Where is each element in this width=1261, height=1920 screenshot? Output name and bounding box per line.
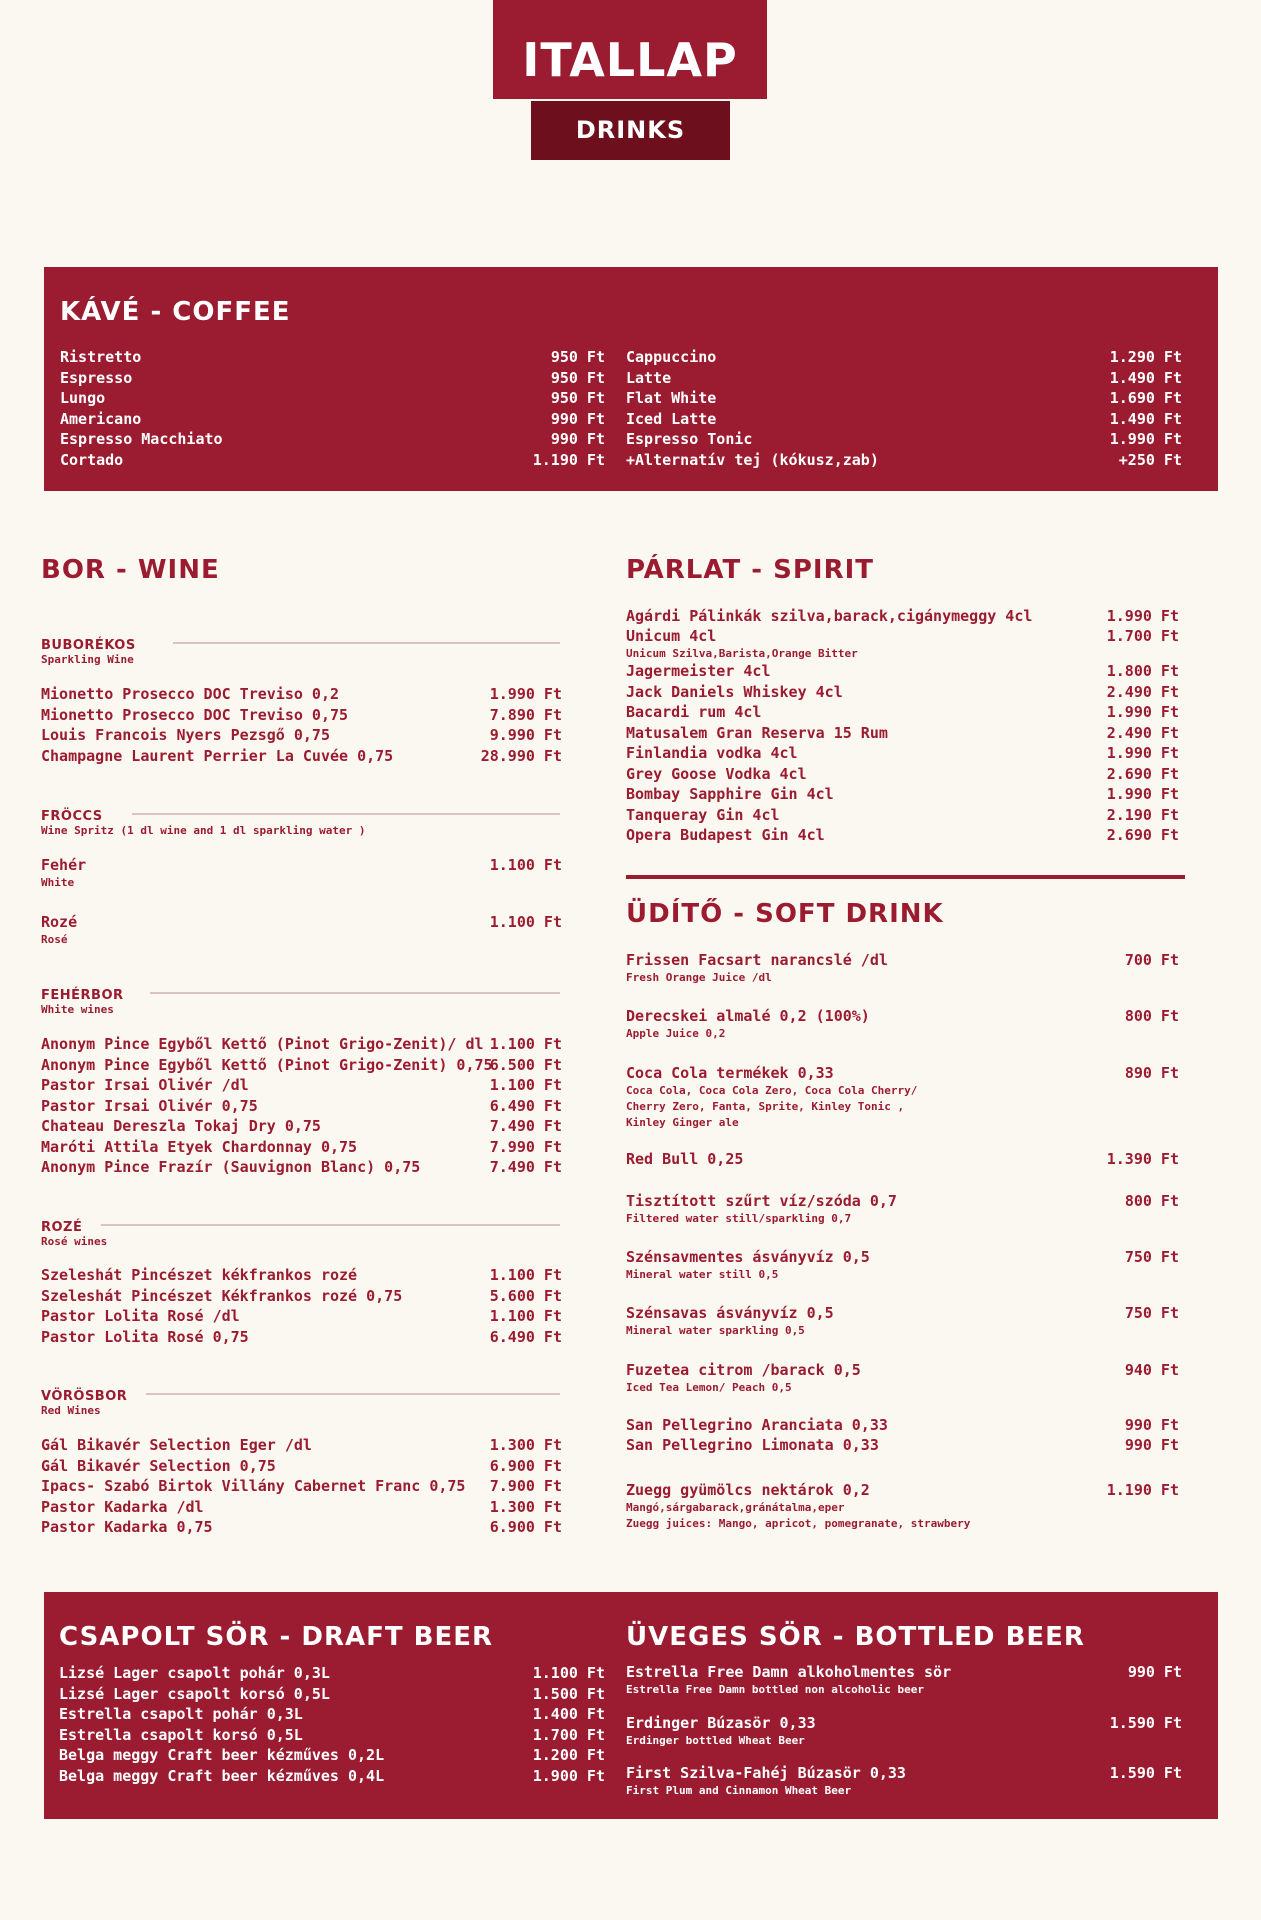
- item-price: 990 Ft: [1124, 1436, 1179, 1454]
- menu-item: [41, 913, 562, 931]
- draft-beer-title: CSAPOLT SÖR - DRAFT BEER: [59, 1622, 493, 1652]
- item-price: 950 Ft: [550, 348, 605, 366]
- item-price: 1.990 Ft: [1106, 703, 1179, 721]
- item-name: Bombay Sapphire Gin 4cl: [626, 785, 834, 803]
- item-price: 1.700 Ft: [1106, 627, 1179, 645]
- menu-item: [626, 1304, 1179, 1322]
- item-name: Grey Goose Vodka 4cl: [626, 765, 807, 783]
- item-price: 2.190 Ft: [1106, 806, 1179, 824]
- item-name: Pastor Irsai Olivér 0,75: [41, 1096, 258, 1115]
- item-price: 990 Ft: [1124, 1416, 1179, 1434]
- bottled-beer-title: ÜVEGES SÖR - BOTTLED BEER: [626, 1622, 1085, 1652]
- item-description: Fresh Orange Juice /dl: [626, 971, 772, 984]
- menu-item: [41, 706, 562, 724]
- item-name: Szeleshát Pincészet kékfrankos rozé: [41, 1266, 358, 1284]
- item-price: 7.490 Ft: [489, 1117, 562, 1135]
- item-name: Pastor Lolita Rosé /dl: [41, 1307, 240, 1325]
- item-price: 1.400 Ft: [532, 1705, 605, 1723]
- menu-item: [626, 1481, 1179, 1499]
- item-price: 2.490 Ft: [1106, 724, 1179, 742]
- coffee-panel: [44, 267, 1218, 491]
- item-price: 2.690 Ft: [1106, 826, 1179, 844]
- item-name: Erdinger Búzasör 0,33: [626, 1714, 816, 1732]
- item-name: Americano: [60, 409, 142, 428]
- item-description: Apple Juice 0,2: [626, 1027, 726, 1040]
- item-price: 1.390 Ft: [1106, 1150, 1179, 1168]
- item-name: Estrella csapolt korsó 0,5L: [59, 1725, 303, 1744]
- menu-item: [41, 1457, 562, 1475]
- item-price: 1.990 Ft: [489, 685, 562, 703]
- menu-item: [626, 627, 1179, 645]
- category-title: VÖRÖSBOR: [41, 1389, 128, 1404]
- menu-item: [626, 703, 1179, 721]
- item-name: San Pellegrino Limonata 0,33: [626, 1436, 879, 1454]
- item-price: 1.690 Ft: [1109, 389, 1182, 407]
- item-name: Mionetto Prosecco DOC Treviso 0,75: [41, 705, 349, 724]
- item-price: 700 Ft: [1124, 951, 1179, 969]
- item-price: 9.990 Ft: [489, 726, 562, 744]
- menu-item: [626, 765, 1179, 783]
- item-name: Jack Daniels Whiskey 4cl: [626, 683, 843, 701]
- spirit-title: PÁRLAT - SPIRIT: [626, 555, 874, 585]
- item-name: Unicum 4cl: [626, 627, 717, 645]
- menu-item: [626, 1192, 1179, 1210]
- item-name: Zuegg gyümölcs nektárok 0,2: [626, 1481, 870, 1499]
- menu-item: [626, 951, 1179, 969]
- item-price: 6.500 Ft: [489, 1055, 562, 1074]
- item-price: 5.600 Ft: [489, 1286, 562, 1305]
- item-name: Szénsavmentes ásványvíz 0,5: [626, 1248, 870, 1266]
- item-price: 1.100 Ft: [489, 913, 562, 931]
- item-description: Iced Tea Lemon/ Peach 0,5: [626, 1381, 792, 1394]
- menu-item: [626, 389, 1182, 407]
- item-name: Agárdi Pálinkák szilva,barack,cigánymeggy 4cl: [626, 607, 1033, 625]
- menu-item: [626, 806, 1179, 824]
- menu-item: [626, 1416, 1179, 1434]
- item-description: Erdinger bottled Wheat Beer: [626, 1734, 805, 1747]
- menu-item: [41, 1498, 562, 1516]
- item-price: 1.300 Ft: [489, 1497, 562, 1516]
- item-price: 950 Ft: [550, 368, 605, 387]
- menu-item: [41, 1158, 562, 1176]
- menu-item: [626, 369, 1182, 387]
- wine-title: BOR - WINE: [41, 555, 220, 585]
- menu-item: [41, 1436, 562, 1454]
- menu-item: [626, 1361, 1179, 1379]
- item-description: First Plum and Cinnamon Wheat Beer: [626, 1784, 852, 1797]
- item-price: 1.990 Ft: [1106, 785, 1179, 803]
- item-name: Lungo: [60, 389, 106, 407]
- wine-category-rose: [41, 1216, 560, 1248]
- wine-category-froccs: [41, 805, 560, 837]
- menu-item: [59, 1705, 605, 1723]
- menu-item: [626, 607, 1179, 625]
- item-name: Estrella csapolt pohár 0,3L: [59, 1705, 303, 1723]
- item-description: Coca Cola, Coca Cola Zero, Coca Cola Cherry/: [626, 1084, 918, 1097]
- item-price: 1.200 Ft: [532, 1746, 605, 1764]
- menu-item: [626, 1248, 1179, 1266]
- item-name: Ipacs- Szabó Birtok Villány Cabernet Franc 0,75: [41, 1477, 466, 1495]
- item-price: 1.100 Ft: [532, 1664, 605, 1682]
- category-rule: [101, 1224, 560, 1226]
- item-price: 1.100 Ft: [489, 1035, 562, 1053]
- item-price: 990 Ft: [1127, 1663, 1182, 1681]
- category-rule: [150, 992, 560, 994]
- item-description: Estrella Free Damn bottled non alcoholic beer: [626, 1683, 925, 1696]
- item-name: Tanqueray Gin 4cl: [626, 806, 780, 824]
- menu-item: [41, 685, 562, 703]
- menu-item: [41, 1117, 562, 1135]
- item-name: Tisztított szűrt víz/szóda 0,7: [626, 1192, 897, 1210]
- item-price: 1.190 Ft: [1106, 1481, 1179, 1499]
- item-description: Rosé: [41, 933, 68, 946]
- item-price: 7.900 Ft: [489, 1477, 562, 1495]
- menu-item: [60, 430, 605, 448]
- item-name: Szeleshát Pincészet Kékfrankos rozé 0,75: [41, 1286, 403, 1305]
- item-name: Coca Cola termékek 0,33: [626, 1064, 834, 1082]
- menu-item: [626, 1663, 1182, 1681]
- item-name: +Alternatív tej (kókusz,zab): [626, 450, 879, 469]
- item-name: Anonym Pince Egyből Kettő (Pinot Grigo-Zenit) 0,75: [41, 1055, 493, 1074]
- menu-item: [626, 724, 1179, 742]
- item-name: Champagne Laurent Perrier La Cuvée 0,75: [41, 746, 394, 765]
- item-price: 1.190 Ft: [532, 450, 605, 469]
- item-description: Filtered water still/sparkling 0,7: [626, 1212, 852, 1225]
- item-price: 1.800 Ft: [1106, 662, 1179, 680]
- item-name: Anonym Pince Frazír (Sauvignon Blanc) 0,75: [41, 1158, 421, 1176]
- item-price: 6.900 Ft: [489, 1518, 562, 1536]
- menu-item: [41, 1266, 562, 1284]
- menu-item: [626, 1007, 1179, 1025]
- category-rule: [146, 1393, 560, 1395]
- menu-item: [626, 683, 1179, 701]
- menu-item: [41, 1518, 562, 1536]
- menu-item: [41, 856, 562, 874]
- category-title: FEHÉRBOR: [41, 988, 124, 1003]
- menu-item: [59, 1767, 605, 1785]
- item-price: 1.500 Ft: [532, 1684, 605, 1703]
- beer-panel: [44, 1592, 1218, 1819]
- item-description: Kinley Ginger ale: [626, 1116, 739, 1129]
- item-price: 7.990 Ft: [489, 1137, 562, 1156]
- item-name: Latte: [626, 368, 672, 387]
- item-name: Flat White: [626, 389, 717, 407]
- item-name: First Szilva-Fahéj Búzasör 0,33: [626, 1764, 906, 1782]
- menu-item: [41, 1035, 562, 1053]
- item-name: Espresso Macchiato: [60, 430, 223, 448]
- item-price: 1.990 Ft: [1106, 607, 1179, 625]
- menu-item: [59, 1685, 605, 1703]
- item-price: 1.290 Ft: [1109, 348, 1182, 366]
- category-subtitle: Sparkling Wine: [41, 653, 134, 666]
- item-price: 1.490 Ft: [1109, 409, 1182, 428]
- menu-item: [60, 410, 605, 428]
- menu-item: [626, 662, 1179, 680]
- item-price: 1.990 Ft: [1106, 744, 1179, 762]
- menu-item: [59, 1726, 605, 1744]
- item-name: Frissen Facsart narancslé /dl: [626, 951, 888, 969]
- item-name: Lizsé Lager csapolt korsó 0,5L: [59, 1684, 330, 1703]
- item-price: 750 Ft: [1124, 1248, 1179, 1266]
- menu-item: [41, 1477, 562, 1495]
- item-price: 800 Ft: [1124, 1192, 1179, 1210]
- item-price: 7.490 Ft: [489, 1158, 562, 1176]
- item-price: 2.690 Ft: [1106, 765, 1179, 783]
- category-subtitle: Wine Spritz (1 dl wine and 1 dl sparkling water ): [41, 824, 366, 837]
- item-price: 1.100 Ft: [489, 1076, 562, 1094]
- item-name: Rozé: [41, 913, 78, 931]
- menu-item: [626, 785, 1179, 803]
- menu-title: ITALLAP: [493, 0, 767, 99]
- item-name: Chateau Dereszla Tokaj Dry 0,75: [41, 1117, 321, 1135]
- item-price: +250 Ft: [1118, 450, 1182, 469]
- item-price: 800 Ft: [1124, 1007, 1179, 1025]
- menu-item: [626, 410, 1182, 428]
- item-name: Fuzetea citrom /barack 0,5: [626, 1361, 861, 1379]
- item-price: 6.490 Ft: [489, 1327, 562, 1346]
- coffee-title: KÁVÉ - COFFEE: [60, 297, 291, 327]
- item-name: Jagermeister 4cl: [626, 662, 771, 680]
- item-name: Gál Bikavér Selection Eger /dl: [41, 1436, 312, 1454]
- category-title: BUBORÉKOS: [41, 638, 136, 653]
- item-price: 1.590 Ft: [1109, 1764, 1182, 1782]
- menu-item: [60, 348, 605, 366]
- item-price: 1.700 Ft: [532, 1725, 605, 1744]
- item-name: Pastor Lolita Rosé 0,75: [41, 1327, 249, 1346]
- item-name: Opera Budapest Gin 4cl: [626, 826, 825, 844]
- category-title: ROZÉ: [41, 1220, 83, 1235]
- menu-item: [41, 1328, 562, 1346]
- item-name: Mionetto Prosecco DOC Treviso 0,2: [41, 685, 340, 703]
- item-description: Mangó,sárgabarack,gránátalma,eper: [626, 1501, 845, 1514]
- menu-item: [626, 1436, 1179, 1454]
- item-name: Belga meggy Craft beer kézműves 0,2L: [59, 1746, 385, 1764]
- item-name: Iced Latte: [626, 409, 717, 428]
- item-name: Matusalem Gran Reserva 15 Rum: [626, 724, 888, 742]
- section-divider: [626, 875, 1185, 879]
- item-price: 1.100 Ft: [489, 1307, 562, 1325]
- menu-item: [41, 726, 562, 744]
- item-name: Pastor Kadarka /dl: [41, 1497, 204, 1516]
- item-name: Szénsavas ásványvíz 0,5: [626, 1304, 834, 1322]
- menu-item: [41, 1056, 562, 1074]
- menu-item: [41, 747, 562, 765]
- menu-item: [41, 1097, 562, 1115]
- item-price: 990 Ft: [550, 409, 605, 428]
- item-name: Cappuccino: [626, 348, 717, 366]
- item-description: Mineral water sparkling 0,5: [626, 1324, 805, 1337]
- menu-item: [59, 1746, 605, 1764]
- wine-category-white: [41, 984, 560, 1016]
- menu-item: [626, 1714, 1182, 1732]
- wine-category-red: [41, 1385, 560, 1417]
- menu-item: [626, 1064, 1179, 1082]
- menu-item: [626, 744, 1179, 762]
- item-price: 1.590 Ft: [1109, 1714, 1182, 1732]
- soft-drink-title: ÜDÍTŐ - SOFT DRINK: [626, 899, 944, 929]
- item-price: 1.100 Ft: [489, 1266, 562, 1284]
- item-price: 940 Ft: [1124, 1361, 1179, 1379]
- category-rule: [132, 813, 560, 815]
- item-name: Finlandia vodka 4cl: [626, 744, 798, 762]
- item-name: Espresso: [60, 368, 133, 387]
- item-price: 890 Ft: [1124, 1064, 1179, 1082]
- item-price: 28.990 Ft: [480, 746, 562, 765]
- item-description: White: [41, 876, 75, 889]
- item-name: Cortado: [60, 450, 124, 469]
- item-name: San Pellegrino Aranciata 0,33: [626, 1416, 888, 1434]
- item-price: 6.900 Ft: [489, 1456, 562, 1475]
- item-name: Bacardi rum 4cl: [626, 703, 762, 721]
- menu-item: [60, 451, 605, 469]
- wine-category-sparkling: [41, 634, 560, 666]
- item-price: 1.100 Ft: [489, 856, 562, 874]
- item-name: Gál Bikavér Selection 0,75: [41, 1456, 276, 1475]
- menu-item: [626, 826, 1179, 844]
- item-name: Red Bull 0,25: [626, 1150, 744, 1168]
- menu-item: [41, 1076, 562, 1094]
- item-name: Derecskei almalé 0,2 (100%): [626, 1007, 870, 1025]
- category-rule: [173, 642, 560, 644]
- item-price: 950 Ft: [550, 389, 605, 407]
- menu-item: [60, 389, 605, 407]
- menu-item: [626, 451, 1182, 469]
- item-price: 2.490 Ft: [1106, 683, 1179, 701]
- item-price: 990 Ft: [550, 430, 605, 448]
- category-subtitle: White wines: [41, 1003, 114, 1016]
- menu-item: [59, 1664, 605, 1682]
- item-price: 6.490 Ft: [489, 1096, 562, 1115]
- menu-item: [626, 348, 1182, 366]
- item-price: 1.300 Ft: [489, 1436, 562, 1454]
- menu-item: [41, 1287, 562, 1305]
- menu-item: [626, 1150, 1179, 1168]
- item-name: Ristretto: [60, 348, 142, 366]
- item-price: 7.890 Ft: [489, 705, 562, 724]
- item-name: Lizsé Lager csapolt pohár 0,3L: [59, 1664, 330, 1682]
- item-name: Espresso Tonic: [626, 430, 753, 448]
- item-name: Estrella Free Damn alkoholmentes sör: [626, 1663, 952, 1681]
- category-title: FRÖCCS: [41, 809, 103, 824]
- menu-item: [60, 369, 605, 387]
- category-subtitle: Red Wines: [41, 1404, 101, 1417]
- item-description: Zuegg juices: Mango, apricot, pomegranate, strawbery: [626, 1517, 971, 1530]
- menu-item: [626, 1764, 1182, 1782]
- item-price: 1.900 Ft: [532, 1766, 605, 1785]
- item-name: Pastor Irsai Olivér /dl: [41, 1076, 249, 1094]
- item-name: Louis Francois Nyers Pezsgő 0,75: [41, 726, 330, 744]
- item-price: 750 Ft: [1124, 1304, 1179, 1322]
- menu-item: [626, 430, 1182, 448]
- item-description: Unicum Szilva,Barista,Orange Bitter: [626, 647, 858, 660]
- item-price: 1.490 Ft: [1109, 368, 1182, 387]
- category-subtitle: Rosé wines: [41, 1235, 108, 1248]
- item-name: Belga meggy Craft beer kézműves 0,4L: [59, 1766, 385, 1785]
- item-price: 1.990 Ft: [1109, 430, 1182, 448]
- item-name: Maróti Attila Etyek Chardonnay 0,75: [41, 1137, 358, 1156]
- item-description: Cherry Zero, Fanta, Sprite, Kinley Tonic ,: [626, 1100, 905, 1113]
- menu-subtitle: DRINKS: [531, 101, 730, 160]
- item-description: Mineral water still 0,5: [626, 1268, 779, 1281]
- menu-item: [41, 1138, 562, 1156]
- item-name: Anonym Pince Egyből Kettő (Pinot Grigo-Zenit)/ dl: [41, 1035, 484, 1053]
- menu-item: [41, 1307, 562, 1325]
- item-name: Fehér: [41, 856, 87, 874]
- item-name: Pastor Kadarka 0,75: [41, 1518, 213, 1536]
